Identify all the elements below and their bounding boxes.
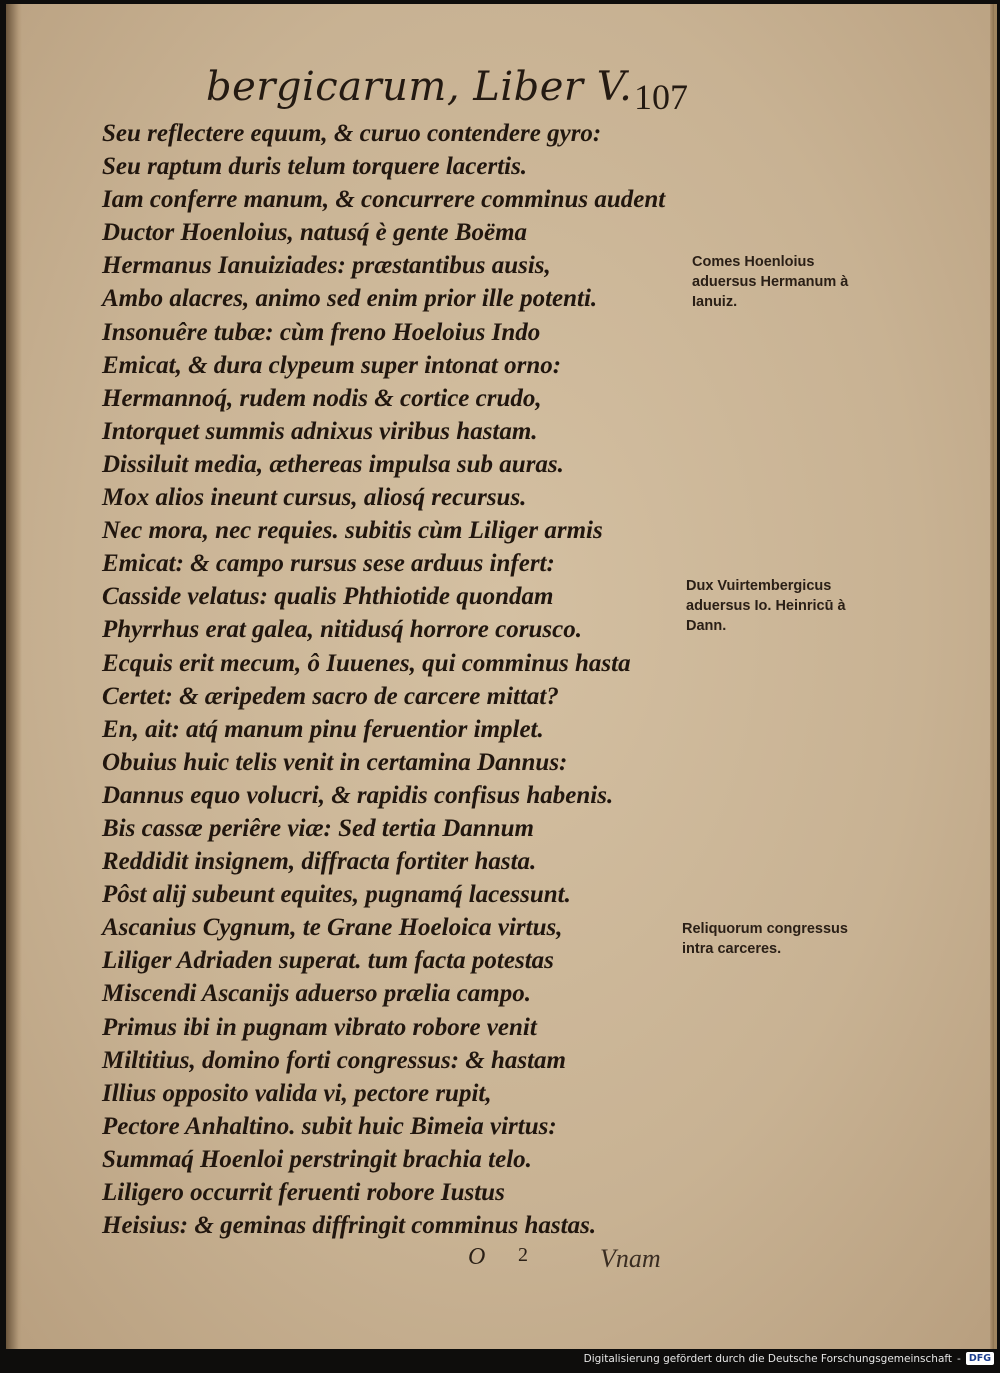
verse-line: Ductor Hoenloius, natusq́ è gente Boëma: [102, 219, 528, 247]
verse-line: En, ait: atq́ manum pinu feruentior implet.: [102, 715, 544, 743]
book-page: [6, 4, 997, 1349]
verse-line: Seu raptum duris telum torquere lacertis.: [102, 153, 528, 181]
verse-line: Insonuêre tubæ: cùm freno Hoeloius Indo: [102, 318, 541, 346]
verse-line: Liliger Adriaden superat. tum facta potestas: [102, 947, 554, 975]
page-edge: [990, 4, 994, 1349]
verse-line: Liligero occurrit feruenti robore Iustus: [102, 1179, 505, 1206]
credit-separator: -: [957, 1352, 961, 1365]
verse-line: Emicat: & campo rursus sese arduus infert:: [102, 550, 555, 578]
verse-line: Miscendi Ascanijs aduerso prælia campo.: [102, 980, 531, 1008]
verse-line: Phyrrhus erat galea, nitidusq́ horrore corusco.: [102, 616, 582, 644]
verse-line: Iam conferre manum, & concurrere comminus audent: [102, 186, 666, 214]
page-spine-shadow: [6, 4, 22, 1349]
verse-line: Heisius: & geminas diffringit comminus hastas.: [102, 1212, 597, 1240]
marginal-note: Comes Hoenloius aduersus Hermanum à Ianuiz.: [692, 254, 849, 310]
digitization-credit: [584, 1352, 994, 1365]
signature-mark-letter: O: [468, 1244, 486, 1270]
verse-line: Illius opposito valida vi, pectore rupit,: [102, 1079, 492, 1107]
verse-line: Ascanius Cygnum, te Grane Hoeloica virtus,: [102, 914, 563, 942]
verse-line: Seu reflectere equum, & curuo contendere gyro:: [102, 120, 602, 147]
page-number: 107: [634, 77, 688, 117]
verse-line: Dannus equo volucri, & rapidis confisus habenis.: [102, 781, 614, 809]
signature-mark-number: 2: [518, 1244, 528, 1266]
verse-line: Casside velatus: qualis Phthiotide quondam: [102, 583, 554, 611]
verse-line: Mox alios ineunt cursus, aliosq́ recursus.: [102, 484, 527, 512]
marginal-note: Reliquorum congressus intra carceres.: [682, 921, 848, 957]
verse-line: Hermanus Ianuiziades: præstantibus ausis,: [102, 252, 551, 280]
credit-text: Digitalisierung gefördert durch die Deutsche Forschungsgemeinschaft: [583, 1352, 953, 1365]
verse-line: Intorquet summis adnixus viribus hastam.: [102, 417, 538, 445]
verse-line: Certet: & æripedem sacro de carcere mittat?: [102, 682, 559, 710]
verse-line: Pectore Anhaltino. subit huic Bimeia virtus:: [102, 1112, 557, 1140]
verse-line: Hermannoq́, rudem nodis & cortice crudo,: [102, 384, 542, 412]
verse-list: [102, 117, 682, 1242]
verse-line: Reddidit insignem, diffracta fortiter hasta.: [102, 848, 537, 876]
verse-line: Miltitius, domino forti congressus: & hastam: [102, 1046, 566, 1074]
verse-line: Ecquis erit mecum, ô Iuuenes, qui comminus hasta: [102, 649, 631, 677]
verse-line: Bis cassæ periêre viæ: Sed tertia Dannum: [102, 814, 534, 842]
verse-line: Summaq́ Hoenloi perstringit brachia telo.: [102, 1145, 532, 1173]
verse-line: Nec mora, nec requies. subitis cùm Liliger armis: [102, 517, 603, 545]
verse-line: Ambo alacres, animo sed enim prior ille potenti.: [102, 285, 598, 313]
verse-line: Emicat, & dura clypeum super intonat orno:: [102, 351, 562, 379]
verse-line: Pôst alij subeunt equites, pugnamq́ lacessunt.: [102, 881, 571, 909]
marginal-note: Dux Vuirtembergicus aduersus Io. Heinricū à Dann.: [686, 578, 846, 634]
verse-line: Primus ibi in pugnam vibrato robore venit: [102, 1013, 537, 1041]
running-head: bergicarum, Liber V.: [206, 64, 633, 110]
catchword: Vnam: [600, 1244, 661, 1273]
dfg-logo-icon[interactable]: DFG: [966, 1352, 994, 1365]
verse-line: Dissiluit media, æthereas impulsa sub auras.: [102, 450, 564, 478]
verse-line: Obuius huic telis venit in certamina Dannus:: [102, 748, 568, 776]
